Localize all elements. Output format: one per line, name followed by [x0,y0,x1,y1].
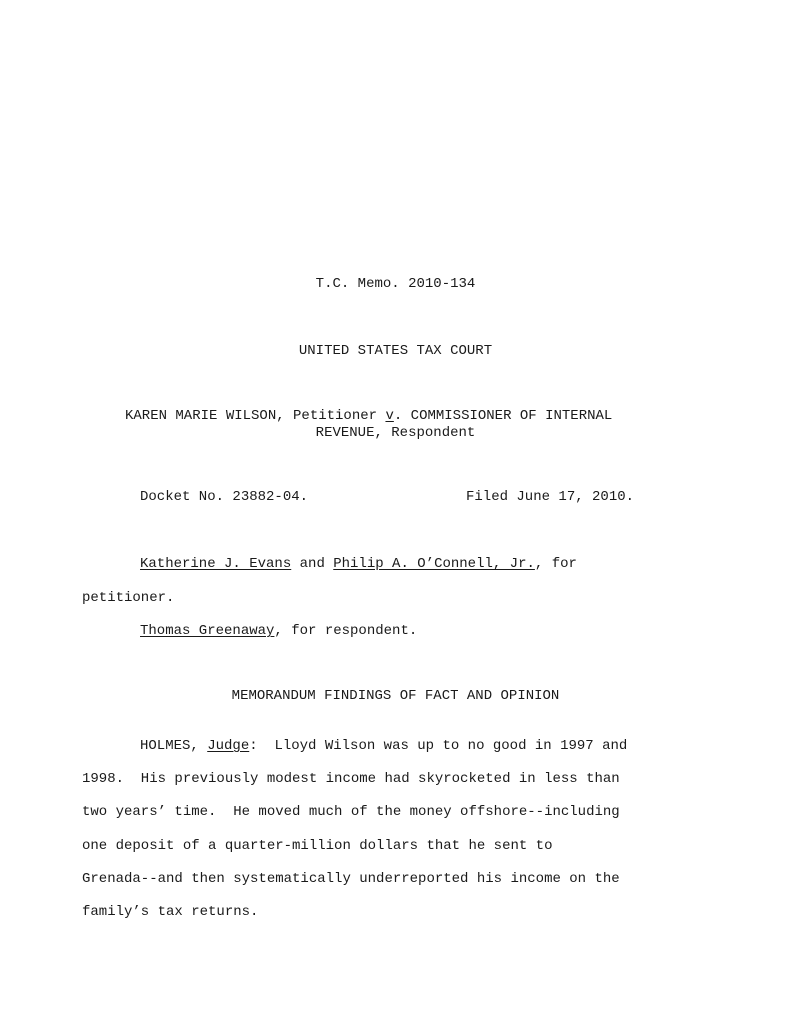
opinion-line-4: one deposit of a quarter-million dollars that he sent to [82,838,553,854]
docket-number: Docket No. 23882-04. [140,489,309,505]
opinion-line-6: family’s tax returns. [82,904,259,920]
case-caption-line1 [125,408,612,425]
case-caption-line2: REVENUE, Respondent [315,425,476,441]
counsel-thomas-greenaway: Thomas Greenaway [140,623,275,639]
memo-number: T.C. Memo. 2010-134 [315,276,476,292]
counsel-for-text: , for [534,556,577,572]
opinion-heading: MEMORANDUM FINDINGS OF FACT AND OPINION [231,688,560,704]
respondent-counsel-line [140,623,417,640]
respondent-name-part1: . COMMISSIONER OF INTERNAL [393,408,613,424]
judge-name: HOLMES, [140,738,208,754]
petitioner-counsel-line [140,556,577,573]
filed-date: Filed June 17, 2010. [466,489,635,505]
versus-abbrev: v [385,408,394,424]
opinion-line-2: 1998. His previously modest income had skyrocketed in less than [82,771,620,787]
opinion-text-1: Lloyd Wilson was up to no good in 1997 and [257,738,628,754]
judge-title: Judge [207,738,250,754]
counsel-katherine-evans: Katherine J. Evans [140,556,292,572]
petitioner-word: petitioner. [82,590,175,606]
opinion-line-3: two years’ time. He moved much of the money offshore--including [82,804,620,820]
respondent-for-text: , for respondent. [274,623,418,639]
opinion-line-1 [140,738,627,755]
counsel-and-text: and [291,556,334,572]
counsel-philip-oconnell: Philip A. O’Connell, Jr. [333,556,535,572]
opinion-line-5: Grenada--and then systematically underreported his income on the [82,871,620,887]
court-name: UNITED STATES TAX COURT [298,343,493,359]
petitioner-name: KAREN MARIE WILSON, Petitioner [125,408,378,424]
judge-colon: : [249,738,258,754]
